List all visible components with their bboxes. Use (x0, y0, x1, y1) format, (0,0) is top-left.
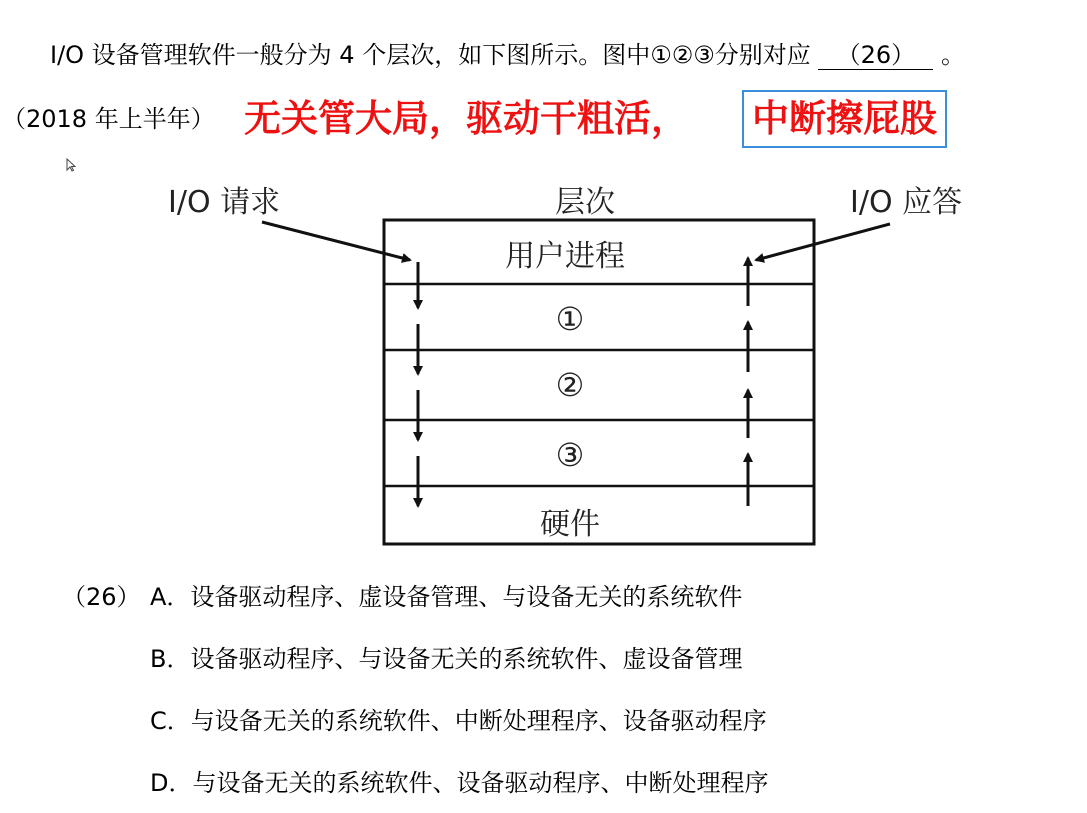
question-text (50, 38, 965, 72)
option-text: 设备驱动程序、虚设备管理、与设备无关的系统软件 (190, 583, 743, 611)
source-year: （2018 年上半年） (2, 105, 215, 133)
answer-blank: （26） (818, 41, 933, 70)
mnemonic-boxed-text: 中断擦屁股 (742, 90, 947, 148)
layer-3-marker: ③ (555, 436, 585, 474)
option-text: 与设备无关的系统软件、中断处理程序、设备驱动程序 (190, 707, 767, 735)
option-letter: D． (150, 769, 193, 797)
option-b (62, 642, 742, 676)
option-c (62, 704, 767, 738)
layer-2-marker: ② (555, 366, 585, 404)
layer-header-label: 层次 (555, 185, 615, 220)
mnemonic-text: 无关管大局，驱动干粗活， (244, 97, 688, 140)
option-d (62, 766, 768, 800)
option-text: 与设备无关的系统软件、设备驱动程序、中断处理程序 (192, 769, 769, 797)
mouse-cursor-icon (66, 158, 76, 172)
option-letter: A． (150, 583, 191, 611)
layer-1-marker: ① (555, 300, 585, 338)
response-arrow-icon (756, 224, 890, 260)
layer-user-process: 用户进程 (505, 239, 625, 274)
option-text: 设备驱动程序、与设备无关的系统软件、虚设备管理 (190, 645, 743, 673)
question-stem: I/O 设备管理软件一般分为 4 个层次，如下图所示。图中①②③分别对应 (50, 41, 811, 69)
option-letter: B． (150, 645, 191, 673)
option-letter: C． (150, 707, 191, 735)
layer-hardware: 硬件 (540, 507, 600, 542)
io-request-label: I/O 请求 (168, 185, 281, 220)
question-end-punct: 。 (941, 41, 966, 69)
io-layer-diagram (150, 170, 1000, 555)
io-response-label: I/O 应答 (850, 185, 963, 220)
question-number: （26） (62, 583, 141, 611)
option-a (62, 580, 742, 614)
request-arrow-icon (262, 222, 410, 260)
